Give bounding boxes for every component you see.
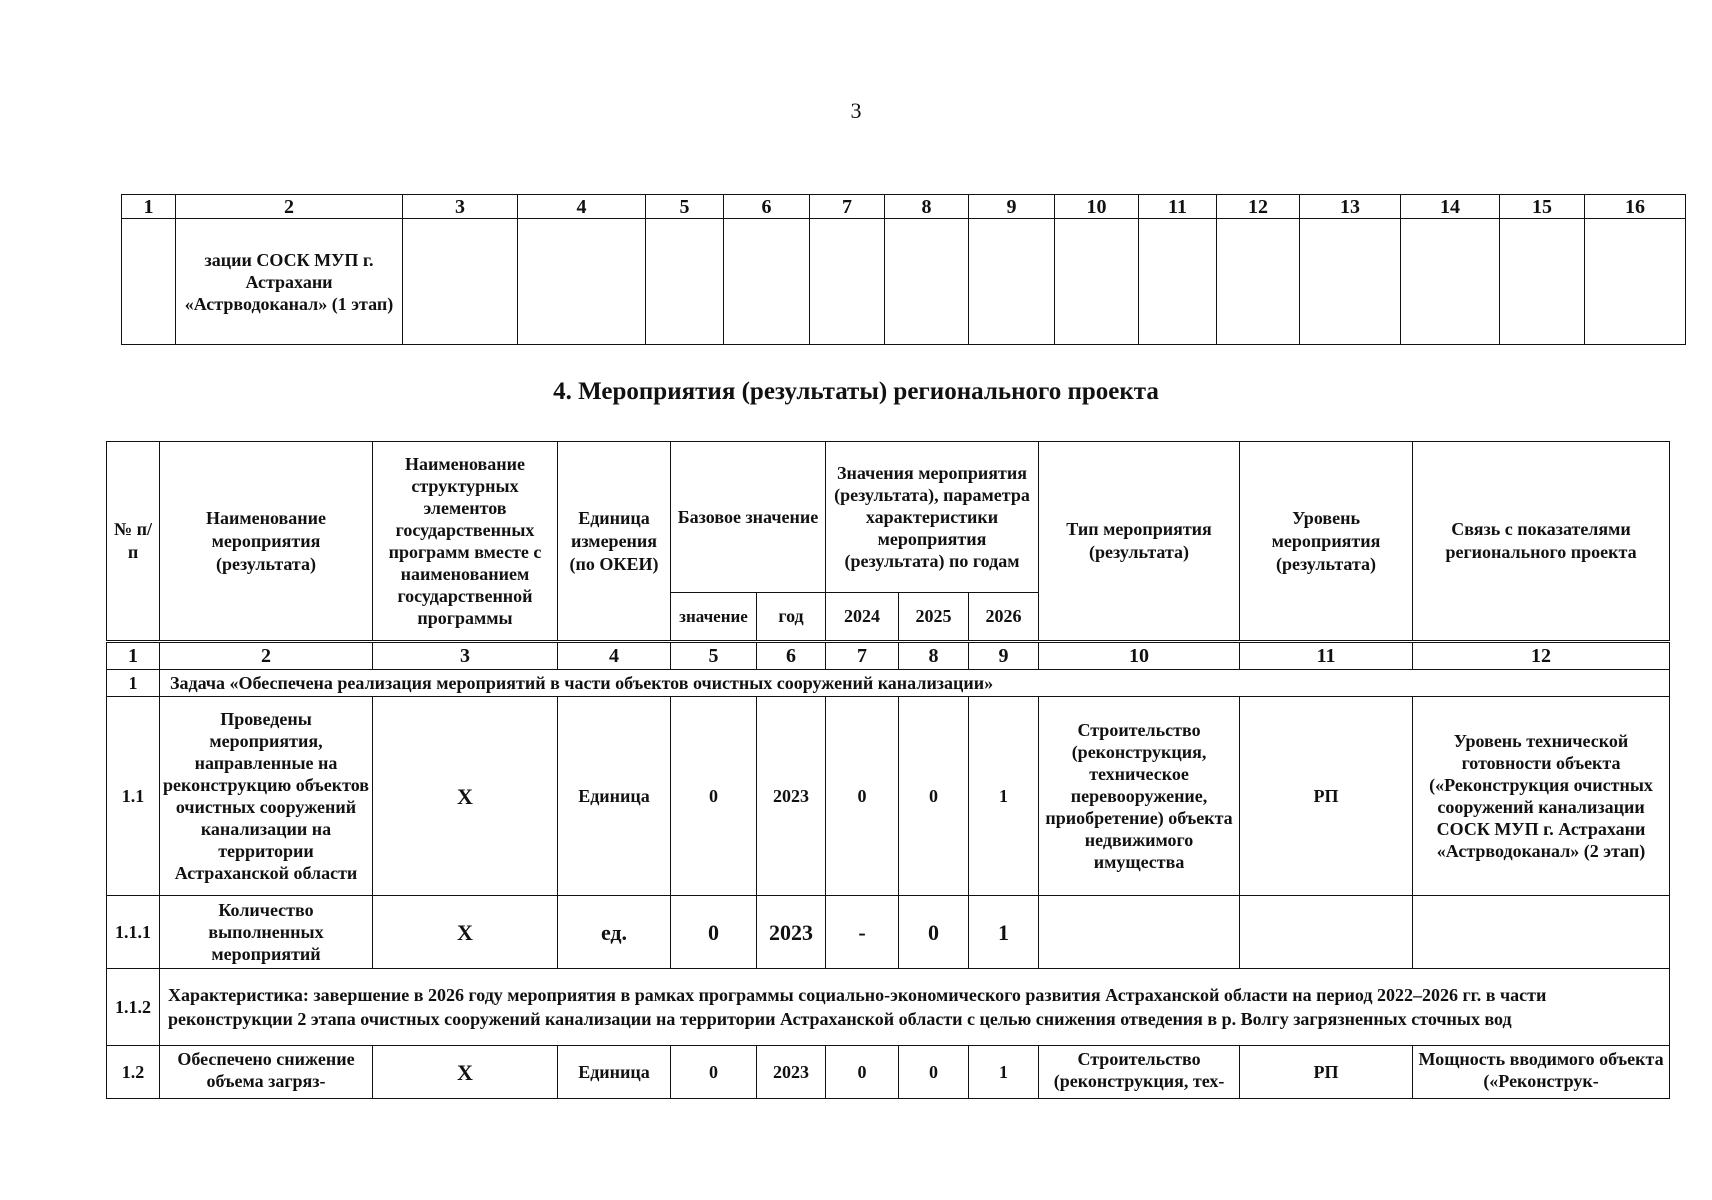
row-level: РП bbox=[1240, 697, 1413, 896]
column-number: 7 bbox=[826, 642, 899, 670]
row-num: 1.1.1 bbox=[107, 896, 160, 969]
header-base: Базовое значение bbox=[671, 442, 826, 593]
row-value-2025: 0 bbox=[899, 896, 969, 969]
row-unit: ед. bbox=[558, 896, 671, 969]
table-cell: зации СОСК МУП г. Астрахани «Астрводоканал» (1 этап) bbox=[176, 219, 403, 345]
header-year-2026: 2026 bbox=[969, 593, 1039, 642]
row-base-year: 2023 bbox=[757, 1046, 826, 1099]
continuation-table bbox=[121, 194, 1686, 345]
table-cell bbox=[810, 219, 885, 345]
column-number: 3 bbox=[403, 195, 518, 219]
header-row bbox=[107, 442, 1670, 593]
table-cell bbox=[1401, 219, 1500, 345]
row-base-value: 0 bbox=[671, 896, 757, 969]
row-value-2025: 0 bbox=[899, 1046, 969, 1099]
row-value-2025: 0 bbox=[899, 697, 969, 896]
page-number: 3 bbox=[850, 98, 862, 123]
table-row bbox=[122, 219, 1686, 345]
row-base-year: 2023 bbox=[757, 697, 826, 896]
table-row bbox=[107, 697, 1670, 896]
row-structural: Х bbox=[373, 896, 558, 969]
column-number-row bbox=[122, 195, 1686, 219]
row-value-2024: 0 bbox=[826, 1046, 899, 1099]
header-values: Значения мероприятия (результата), параметра характеристики мероприятия (результата) по годам bbox=[826, 442, 1039, 593]
column-number: 1 bbox=[122, 195, 176, 219]
row-type: Строительство (реконструкция, техническое перевооружение, приобретение) объекта недвижимого имущества bbox=[1039, 697, 1240, 896]
table-cell bbox=[885, 219, 969, 345]
row-type: Строительство (реконструкция, тех- bbox=[1039, 1046, 1240, 1099]
column-number: 12 bbox=[1217, 195, 1300, 219]
row-unit: Единица bbox=[558, 697, 671, 896]
header-name: Наименование мероприятия (результата) bbox=[160, 442, 373, 642]
row-level: РП bbox=[1240, 1046, 1413, 1099]
column-number: 5 bbox=[671, 642, 757, 670]
column-number: 9 bbox=[969, 195, 1055, 219]
row-value-2024: - bbox=[826, 896, 899, 969]
column-number: 2 bbox=[160, 642, 373, 670]
table-cell bbox=[1300, 219, 1401, 345]
column-number: 8 bbox=[885, 195, 969, 219]
table-cell bbox=[1217, 219, 1300, 345]
table-cell bbox=[403, 219, 518, 345]
column-number: 15 bbox=[1500, 195, 1585, 219]
column-number: 7 bbox=[810, 195, 885, 219]
table-cell bbox=[1055, 219, 1139, 345]
column-number: 11 bbox=[1240, 642, 1413, 670]
row-name: Обеспечено снижение объема загряз- bbox=[160, 1046, 373, 1099]
table-cell bbox=[122, 219, 176, 345]
column-number: 6 bbox=[757, 642, 826, 670]
row-base-year: 2023 bbox=[757, 896, 826, 969]
column-number: 2 bbox=[176, 195, 403, 219]
table-cell bbox=[969, 219, 1055, 345]
header-base-year: год bbox=[757, 593, 826, 642]
header-base-value: значение bbox=[671, 593, 757, 642]
row-structural: Х bbox=[373, 697, 558, 896]
table-cell bbox=[724, 219, 810, 345]
table-cell bbox=[1139, 219, 1217, 345]
task-row bbox=[107, 670, 1670, 697]
column-number: 16 bbox=[1585, 195, 1686, 219]
row-level bbox=[1240, 896, 1413, 969]
row-num: 1.1.2 bbox=[107, 969, 160, 1046]
column-number: 3 bbox=[373, 642, 558, 670]
column-number: 1 bbox=[107, 642, 160, 670]
row-unit: Единица bbox=[558, 1046, 671, 1099]
column-number: 6 bbox=[724, 195, 810, 219]
measures-table bbox=[106, 441, 1670, 1099]
header-link: Связь с показателями регионального проекта bbox=[1413, 442, 1670, 642]
table-row bbox=[107, 969, 1670, 1046]
section-title: 4. Мероприятия (результаты) регионального проекта bbox=[553, 378, 1159, 405]
task-num: 1 bbox=[107, 670, 160, 697]
column-number: 5 bbox=[646, 195, 724, 219]
table-cell bbox=[1585, 219, 1686, 345]
column-number-row bbox=[107, 642, 1670, 670]
row-value-2026: 1 bbox=[969, 697, 1039, 896]
row-structural: Х bbox=[373, 1046, 558, 1099]
row-name: Проведены мероприятия, направленные на реконструкцию объектов очистных сооружений канализации на территории Астраханской области bbox=[160, 697, 373, 896]
table-cell bbox=[518, 219, 646, 345]
header-structural: Наименование структурных элементов государственных программ вместе с наименованием государственной программы bbox=[373, 442, 558, 642]
column-number: 4 bbox=[558, 642, 671, 670]
header-type: Тип мероприятия (результата) bbox=[1039, 442, 1240, 642]
header-year-2024: 2024 bbox=[826, 593, 899, 642]
task-text: Задача «Обеспечена реализация мероприятий в части объектов очистных сооружений канализации» bbox=[160, 670, 1670, 697]
column-number: 4 bbox=[518, 195, 646, 219]
row-link bbox=[1413, 896, 1670, 969]
row-value-2024: 0 bbox=[826, 697, 899, 896]
row-link: Мощность вводимого объекта («Реконструк- bbox=[1413, 1046, 1670, 1099]
row-value-2026: 1 bbox=[969, 896, 1039, 969]
header-num: № п/п bbox=[107, 442, 160, 642]
row-base-value: 0 bbox=[671, 697, 757, 896]
column-number: 10 bbox=[1039, 642, 1240, 670]
row-type bbox=[1039, 896, 1240, 969]
table-row bbox=[107, 896, 1670, 969]
row-base-value: 0 bbox=[671, 1046, 757, 1099]
row-name: Количество выполненных мероприятий bbox=[160, 896, 373, 969]
row-value-2026: 1 bbox=[969, 1046, 1039, 1099]
column-number: 10 bbox=[1055, 195, 1139, 219]
column-number: 12 bbox=[1413, 642, 1670, 670]
table-cell bbox=[1500, 219, 1585, 345]
column-number: 9 bbox=[969, 642, 1039, 670]
column-number: 13 bbox=[1300, 195, 1401, 219]
header-level: Уровень мероприятия (результата) bbox=[1240, 442, 1413, 642]
row-num: 1.1 bbox=[107, 697, 160, 896]
row-num: 1.2 bbox=[107, 1046, 160, 1099]
row-link: Уровень технической готовности объекта («Реконструкция очистных сооружений канализации СОСК МУП г. Астрахани «Астрводоканал» (2 этап) bbox=[1413, 697, 1670, 896]
column-number: 14 bbox=[1401, 195, 1500, 219]
row-characteristic: Характеристика: завершение в 2026 году мероприятия в рамках программы социально-экономического развития Астраханской области на период 2022–2026 гг. в части реконструкции 2 этапа очистных сооружений канализации на территории Астраханской области с целью снижения отведения в р. Волгу загрязненных сточных вод bbox=[160, 969, 1670, 1046]
column-number: 11 bbox=[1139, 195, 1217, 219]
table-row bbox=[107, 1046, 1670, 1099]
column-number: 8 bbox=[899, 642, 969, 670]
table-cell bbox=[646, 219, 724, 345]
header-year-2025: 2025 bbox=[899, 593, 969, 642]
header-unit: Единица измерения (по ОКЕИ) bbox=[558, 442, 671, 642]
